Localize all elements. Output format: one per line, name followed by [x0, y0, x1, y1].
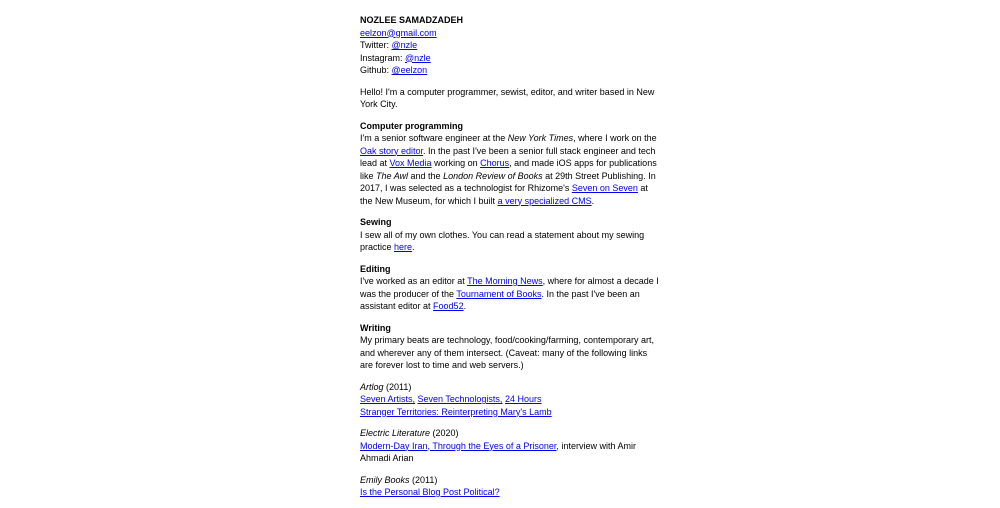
- body-text: I've worked as an editor at: [360, 276, 468, 286]
- link[interactable]: @eelzon: [391, 65, 428, 75]
- italic-text: Artlog: [360, 381, 384, 392]
- body-text: Twitter:: [360, 40, 392, 50]
- link[interactable]: Modern-Day Iran, Through the Eyes of a Prisoner,: [360, 440, 559, 451]
- italic-text: New York Times: [507, 133, 574, 143]
- section-editing: [360, 263, 661, 313]
- body-text: .: [591, 195, 595, 206]
- link[interactable]: Food52: [433, 301, 464, 311]
- bold-heading-text: NOZLEE SAMADZADEH: [360, 15, 463, 25]
- link[interactable]: Seven on Seven: [571, 183, 638, 193]
- body-text: Hello! I'm a computer programmer, sewist, editor, and writer based in New York City.: [360, 86, 655, 109]
- link[interactable]: a very specialized CMS: [497, 195, 592, 206]
- body-text: (2011): [409, 474, 438, 485]
- link[interactable]: 24 Hours: [504, 394, 542, 404]
- bold-heading-text: Sewing: [360, 217, 392, 227]
- link[interactable]: here: [394, 242, 413, 252]
- intro-paragraph: [360, 86, 661, 111]
- body-text: and the: [408, 170, 444, 181]
- bold-heading-text: Editing: [360, 263, 391, 274]
- italic-text: Electric Literature: [360, 428, 431, 438]
- body-text: , where for almost a decade I was the producer of the: [360, 276, 659, 299]
- body-text: My primary beats are technology, food/cooking/farming, contemporary art, and wherever any of them intersect. (Caveat: many of the following links are forever lost to time and web servers.): [360, 335, 654, 370]
- italic-text: Emily Books: [360, 474, 410, 485]
- link[interactable]: Stranger Territories: Reinterpreting Mary's Lamb: [360, 406, 552, 417]
- italic-text: The Awl: [376, 170, 409, 181]
- body-text: . In the past I've been a senior full stack engineer and tech lead at: [360, 145, 656, 168]
- body-text: working on: [431, 158, 481, 168]
- body-text: at the New Museum, for which I built: [360, 183, 648, 206]
- link[interactable]: Seven Technologists,: [417, 394, 503, 404]
- link[interactable]: Tournament of Books: [456, 288, 542, 299]
- body-text: interview with Amir Ahmadi Arian: [360, 440, 636, 463]
- body-text: . In the past I've been an assistant editor at: [360, 288, 640, 311]
- writing-entry-emily-books: [360, 474, 661, 499]
- body-text: (2020): [430, 428, 459, 438]
- body-text: Instagram:: [360, 52, 406, 63]
- header-block: [360, 14, 661, 77]
- link[interactable]: eelzon@gmail.com: [360, 27, 437, 38]
- body-text: I'm a senior software engineer at the: [360, 133, 508, 143]
- italic-text: London Review of Books: [443, 170, 543, 181]
- personal-homepage-content: [360, 5, 661, 508]
- link[interactable]: Is the Personal Blog Post Political?: [360, 487, 500, 497]
- writing-entry-artlog: [360, 381, 661, 419]
- link[interactable]: Seven Artists,: [360, 394, 416, 404]
- link[interactable]: @nzle: [391, 40, 418, 50]
- section-writing: [360, 322, 661, 372]
- link[interactable]: Vox Media: [389, 158, 432, 168]
- section-sewing: [360, 216, 661, 254]
- link[interactable]: @nzle: [405, 52, 431, 63]
- bold-heading-text: Writing: [360, 322, 391, 333]
- body-text: I sew all of my own clothes. You can read a statement about my sewing practice: [360, 229, 645, 252]
- section-computer-programming: [360, 120, 661, 208]
- link[interactable]: The Morning News: [467, 276, 543, 286]
- body-text: , and made iOS apps for publications like: [360, 158, 657, 181]
- bold-heading-text: Computer programming: [360, 120, 464, 131]
- body-text: .: [412, 242, 415, 252]
- body-text: .: [463, 301, 467, 311]
- link[interactable]: Chorus: [480, 158, 510, 168]
- link[interactable]: Oak story editor: [360, 145, 424, 156]
- body-text: Github:: [360, 65, 392, 75]
- body-text: , where I work on the: [573, 133, 657, 143]
- writing-entry-electric-literature: [360, 427, 661, 465]
- body-text: at 29th Street Publishing. In 2017, I was selected as a technologist for Rhizome's: [360, 170, 656, 193]
- body-text: (2011): [383, 381, 412, 392]
